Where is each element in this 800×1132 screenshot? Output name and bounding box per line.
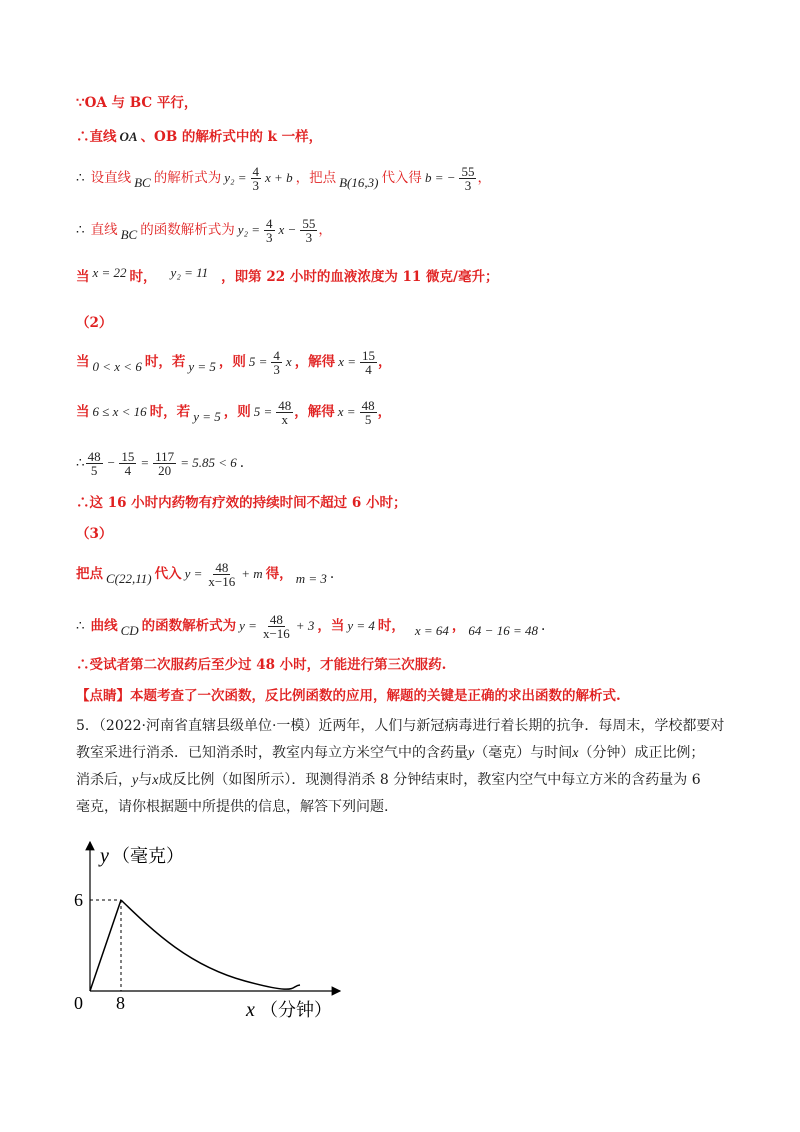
problem-line-4 — [76, 794, 726, 821]
text: 得， — [265, 566, 293, 582]
x-axis-unit: （分钟） — [260, 1000, 332, 1020]
numerator: 48 — [215, 559, 229, 575]
part-3-label — [76, 525, 112, 543]
y-axis-variable: y — [100, 845, 109, 867]
text: 成反比例（如图所示）．现测得消杀 8 分钟结束时，教室内空气中每立方米的含药量为 6 — [158, 772, 701, 788]
text: ∴受试者第二次服药后至少过 48 小时，才能进行第三次服药. — [76, 657, 447, 673]
numerator: 48 — [361, 397, 375, 413]
math-oa: OA — [119, 129, 138, 144]
math-y: y — [132, 773, 139, 788]
math-difference: 64 − 16 = 48 — [468, 623, 538, 638]
math-y5: y = 5 — [188, 359, 216, 374]
text: 与 — [138, 772, 153, 788]
text: （3） — [76, 526, 113, 542]
numerator: 4 — [266, 215, 273, 231]
text: 5．（2022·河南省直辖县级单位·一模）近两年，人们与新冠病毒进行着长期的抗争．每周末，学校都要对 — [76, 718, 725, 734]
x-tick-8: 8 — [116, 993, 125, 1013]
text: . — [329, 566, 335, 582]
concentration-graph — [60, 838, 360, 1038]
text: ，解得 — [294, 354, 336, 370]
line-conclusion-3 — [76, 656, 446, 674]
text: 毫克，请你根据题中所提供的信息，解答下列问题. — [76, 799, 389, 815]
text: 时， — [377, 618, 405, 634]
fraction — [206, 561, 237, 588]
text: （分钟）成正比例； — [578, 745, 705, 761]
math-eq: = — [140, 455, 150, 470]
line-case-1 — [76, 342, 391, 382]
text: 的函数解析式为 — [141, 618, 237, 634]
text: （毫克）与时间 — [474, 745, 573, 761]
problem-line-1 — [76, 713, 726, 740]
text: ，把点 — [295, 170, 337, 186]
text: 曲线 — [90, 618, 118, 634]
line-x22 — [76, 262, 498, 292]
math-range: 0 < x < 6 — [92, 359, 142, 374]
origin-label: 0 — [74, 993, 83, 1013]
math-plus-m: + m — [241, 566, 263, 581]
denominator: 4 — [365, 361, 372, 377]
fraction — [261, 613, 292, 640]
text: ， — [451, 618, 466, 634]
math-cd: CD — [120, 623, 139, 638]
math-result: = 5.85 < 6 — [180, 455, 237, 470]
math-x-eq: x = — [338, 354, 356, 369]
text: 消杀后， — [76, 772, 132, 788]
text: ，当 — [317, 618, 345, 634]
math-y2-11: y₂ = 11 — [170, 265, 209, 280]
line-comment — [76, 687, 621, 705]
denominator: 4 — [124, 462, 132, 478]
math-range: 6 ≤ x < 16 — [92, 404, 147, 419]
fraction — [119, 450, 136, 477]
line-case-2 — [76, 392, 391, 432]
therefore-symbol: ∴ — [76, 618, 85, 634]
math-plus-3: + 3 — [295, 618, 315, 633]
problem-line-3 — [76, 767, 726, 794]
fraction — [264, 217, 275, 244]
math-y5: y = 5 — [193, 409, 221, 424]
denominator: 3 — [273, 361, 280, 377]
text: 设直线 — [90, 170, 132, 186]
math-m3: m = 3 — [295, 571, 327, 586]
denominator: 3 — [252, 177, 260, 193]
text: ，则 — [223, 404, 251, 420]
math-point-c: C(22,11) — [106, 571, 152, 586]
fraction — [251, 165, 262, 192]
part-2-label — [76, 314, 112, 332]
line-difference — [76, 443, 244, 483]
line-substitute-c — [76, 552, 334, 596]
numerator: 48 — [87, 448, 101, 464]
text: ∴这 16 小时内药物有疗效的持续时间不超过 6 小时； — [76, 495, 407, 511]
math-bc: BC — [120, 227, 138, 242]
denominator: 5 — [90, 462, 98, 478]
numerator: 48 — [278, 397, 292, 413]
math-y-eq: y = — [239, 618, 257, 633]
text: 时，若 — [144, 354, 186, 370]
math-expr: x + b — [265, 170, 293, 185]
math-x: x — [152, 773, 159, 788]
line-bc-expression — [76, 210, 332, 250]
text: ， — [477, 170, 491, 186]
text: . — [239, 455, 245, 471]
text: ，解得 — [294, 404, 335, 420]
text: 教室采进行消杀．已知消杀时，教室内每立方米空气中的含药量 — [76, 745, 468, 761]
text: ， — [377, 404, 392, 420]
fraction — [300, 217, 317, 244]
text: 的函数解析式为 — [140, 222, 235, 238]
math-minus: − — [106, 455, 116, 470]
y-tick-6: 6 — [74, 890, 83, 910]
line-parallel-text: ∵OA 与 BC 平行， — [76, 95, 198, 111]
text: ， — [318, 222, 332, 238]
fraction — [459, 165, 476, 192]
problem-line-2 — [76, 740, 726, 767]
denominator: 3 — [464, 177, 472, 193]
text: 代入 — [154, 566, 182, 582]
text: 【点睛】本题考查了一次函数，反比例函数的应用，解题的关键是正确的求出函数的解析式. — [76, 688, 621, 704]
denominator: x−16 — [262, 625, 290, 641]
fraction — [86, 450, 103, 477]
line-same-k — [76, 128, 322, 146]
fraction — [271, 349, 282, 376]
text: 当 — [76, 354, 90, 370]
math-x64: x = 64 — [414, 623, 449, 638]
denominator: 5 — [364, 411, 372, 427]
math-y4: y = 4 — [347, 618, 375, 633]
fraction — [276, 399, 293, 426]
math-eq: 5 = — [248, 354, 268, 369]
math-y: y — [468, 746, 475, 761]
line-cd-expression — [76, 604, 545, 648]
therefore-symbol: ∴ — [76, 170, 85, 186]
text: 的解析式为 — [153, 170, 222, 186]
line-conclusion-2 — [76, 494, 406, 512]
text: 把点 — [76, 566, 103, 582]
denominator: 3 — [266, 229, 273, 245]
math-y2: y₂ = — [237, 222, 261, 237]
text: 直线 — [90, 222, 118, 238]
text: 当 — [76, 269, 90, 285]
text: ，即第 22 小时的血液浓度为 11 微克/毫升； — [221, 269, 499, 285]
math-y2: y₂ = — [224, 170, 247, 185]
math-x: x — [572, 746, 579, 761]
math-expr: x − — [278, 222, 297, 237]
fraction — [360, 399, 377, 426]
line-bc-form — [76, 158, 491, 198]
text: 时，若 — [149, 404, 191, 420]
math-x-eq: x = — [337, 404, 356, 419]
text: ， — [377, 354, 392, 370]
denominator: x−16 — [208, 573, 236, 589]
numerator: 15 — [361, 347, 375, 363]
text: 、OB 的解析式中的 k 一样， — [140, 129, 323, 145]
math-eq: 5 = — [253, 404, 273, 419]
math-x22: x = 22 — [92, 265, 127, 280]
math-b: b = − — [424, 170, 456, 185]
numerator: 117 — [155, 448, 175, 464]
numerator: 48 — [269, 611, 283, 627]
numerator: 15 — [121, 448, 135, 464]
numerator: 4 — [252, 163, 260, 179]
fraction — [153, 450, 176, 477]
math-y-eq: y = — [184, 566, 203, 581]
x-axis-variable: x — [246, 999, 255, 1021]
text: ∴直线 — [76, 129, 117, 145]
text: 代入得 — [381, 170, 422, 186]
rising-segment — [90, 900, 121, 991]
text: 当 — [76, 404, 90, 420]
numerator: 55 — [302, 215, 316, 231]
denominator: 3 — [305, 229, 313, 245]
problem-5 — [76, 713, 726, 821]
denominator: 20 — [158, 462, 172, 478]
text: . — [540, 618, 546, 634]
text: 时， — [129, 269, 157, 285]
denominator: x — [281, 411, 289, 427]
therefore-symbol: ∴ — [76, 222, 85, 238]
math-point-b: B(16,3) — [339, 175, 379, 190]
y-axis-unit: （毫克） — [112, 846, 184, 866]
decay-curve — [121, 900, 300, 989]
text: （2） — [76, 315, 113, 331]
text: ，则 — [218, 354, 246, 370]
numerator: 55 — [461, 163, 475, 179]
fraction — [360, 349, 377, 376]
line-parallel — [76, 94, 197, 112]
therefore-symbol: ∴ — [76, 455, 85, 471]
math-x: x — [285, 354, 292, 369]
math-bc: BC — [134, 175, 151, 190]
numerator: 4 — [273, 347, 280, 363]
